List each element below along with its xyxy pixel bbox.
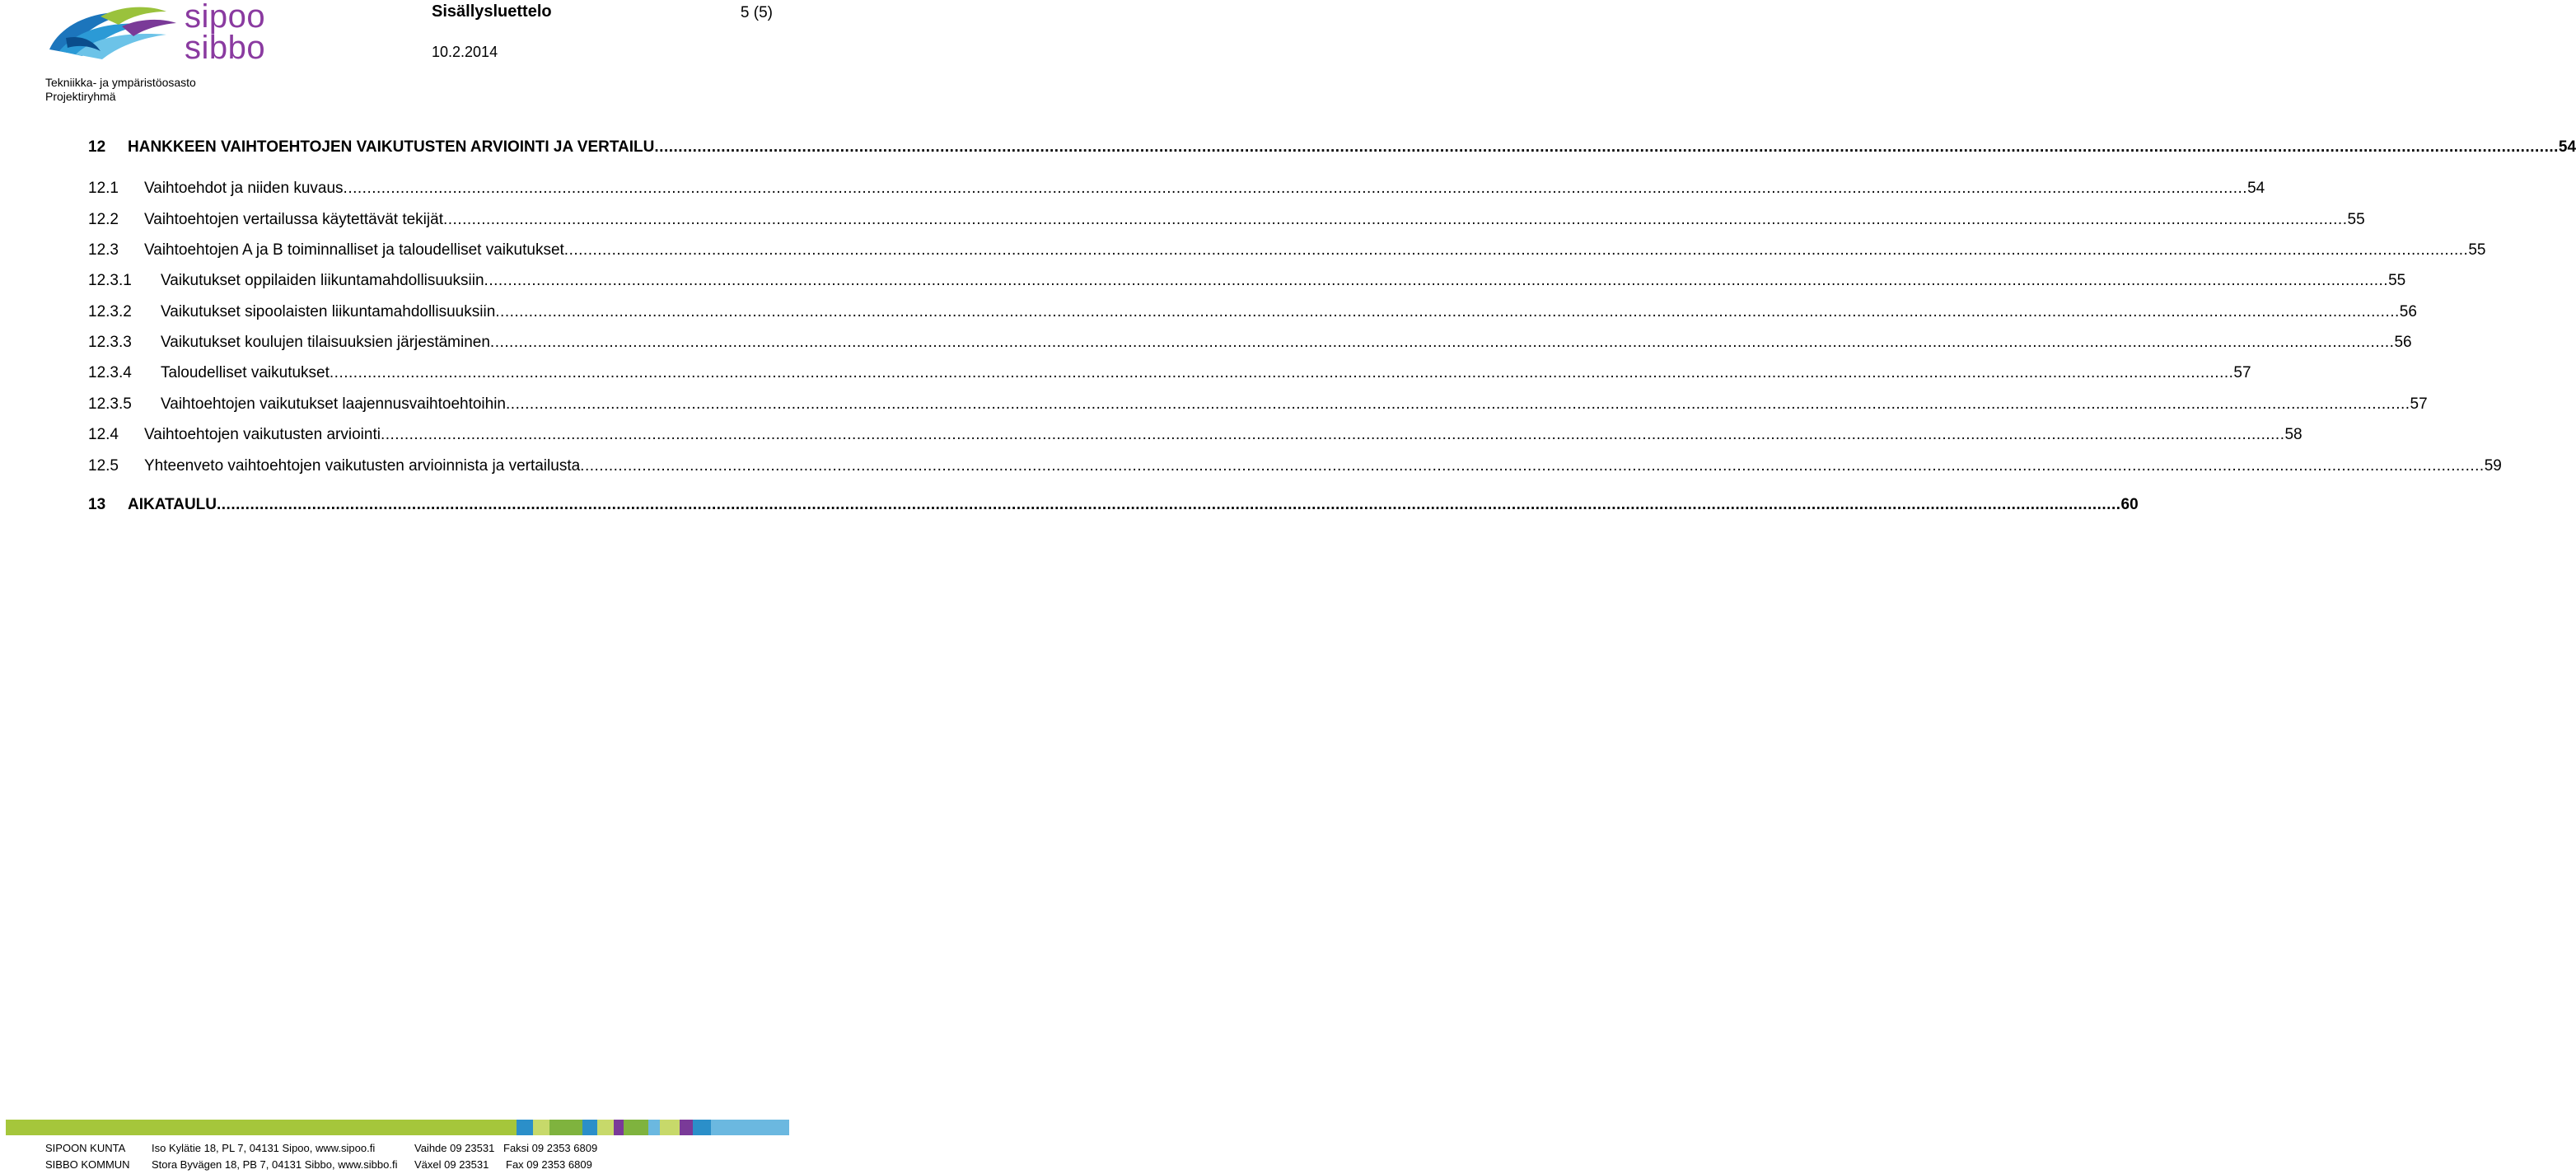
toc-entry-page: 55 xyxy=(2347,211,2365,228)
footer-address: Iso Kylätie 18, PL 7, 04131 Sipoo, www.sipoo.fi xyxy=(152,1142,376,1154)
toc-entry-title: Vaihtoehdot ja niiden kuvaus xyxy=(144,180,344,197)
stripe-segment xyxy=(517,1120,533,1135)
document-title: Sisällysluettelo xyxy=(432,2,552,21)
toc-entry-title: Vaikutukset koulujen tilaisuuksien järjestäminen xyxy=(161,334,490,351)
toc-entry[interactable] xyxy=(88,209,2365,231)
toc-entry[interactable] xyxy=(88,332,2412,353)
toc-entry[interactable] xyxy=(88,137,2576,158)
stripe-segment xyxy=(680,1120,693,1135)
toc-entry-page: 55 xyxy=(2388,272,2406,289)
toc-entry[interactable] xyxy=(88,424,2303,446)
toc-entry-number: 12.1 xyxy=(88,180,119,197)
footer-org: SIPOON KUNTA xyxy=(45,1142,126,1154)
toc-leader-dots: ................................................................................................................................................................................................................................................................................................................................................................................................................ xyxy=(506,395,2410,413)
toc-entry-number: 13 xyxy=(88,496,106,513)
toc-leader-dots: ................................................................................................................................................................................................................................................................................................................................................................................................................ xyxy=(495,303,2400,320)
toc-entry-number: 12 xyxy=(88,138,106,156)
footer-color-stripe xyxy=(6,1120,789,1135)
stripe-segment xyxy=(582,1120,597,1135)
toc-entry-title: Vaikutukset sipoolaisten liikuntamahdollisuuksiin xyxy=(161,303,496,320)
toc-entry[interactable] xyxy=(88,494,2139,516)
toc-entry-title: HANKKEEN VAIHTOEHTOJEN VAIKUTUSTEN ARVIOINTI JA VERTAILU xyxy=(128,138,655,156)
logo-word-sibbo: sibbo xyxy=(185,30,266,66)
footer-row-swedish xyxy=(0,1158,791,1173)
toc-entry-page: 59 xyxy=(2484,457,2502,475)
toc-entry[interactable] xyxy=(88,302,2417,323)
page-number: 5 (5) xyxy=(740,4,773,21)
department-name: Tekniikka- ja ympäristöosasto xyxy=(45,76,196,89)
toc-entry-page: 60 xyxy=(2120,496,2139,513)
logo-word-sipoo: sipoo xyxy=(185,0,266,35)
stripe-segment xyxy=(648,1120,660,1135)
toc-leader-dots: ................................................................................................................................................................................................................................................................................................................................................................................................................ xyxy=(380,426,2285,443)
toc-entry-number: 12.3.1 xyxy=(88,272,132,289)
toc-leader-dots: ................................................................................................................................................................................................................................................................................................................................................................................................................ xyxy=(654,138,2559,156)
stripe-segment xyxy=(624,1120,648,1135)
stripe-segment xyxy=(549,1120,582,1135)
toc-entry-number: 12.3 xyxy=(88,241,119,259)
toc-entry-title: Taloudelliset vaikutukset xyxy=(161,364,330,381)
footer-phone: Växel 09 23531 xyxy=(414,1158,489,1171)
toc-entry-page: 54 xyxy=(2558,138,2576,156)
stripe-segment xyxy=(693,1120,711,1135)
stripe-segment xyxy=(660,1120,680,1135)
toc-entry-title: Yhteenveto vaihtoehtojen vaikutusten arvioinnista ja vertailusta xyxy=(144,457,581,475)
toc-leader-dots: ................................................................................................................................................................................................................................................................................................................................................................................................................ xyxy=(484,272,2389,289)
toc-entry-title: Vaikutukset oppilaiden liikuntamahdollisuuksiin xyxy=(161,272,484,289)
stripe-segment xyxy=(6,1120,517,1135)
toc-entry-number: 12.5 xyxy=(88,457,119,475)
toc-entry-number: 12.4 xyxy=(88,426,119,443)
toc-leader-dots: ................................................................................................................................................................................................................................................................................................................................................................................................................ xyxy=(580,457,2485,475)
toc-entry[interactable] xyxy=(88,270,2406,292)
toc-entry[interactable] xyxy=(88,394,2428,415)
toc-entry-title: Vaihtoehtojen vertailussa käytettävät tekijät xyxy=(144,211,443,228)
toc-leader-dots: ................................................................................................................................................................................................................................................................................................................................................................................................................ xyxy=(329,364,2234,381)
toc-entry-title: Vaihtoehtojen vaikutukset laajennusvaihtoehtoihin xyxy=(161,395,507,413)
stripe-segment xyxy=(597,1120,614,1135)
footer-address: Stora Byvägen 18, PB 7, 04131 Sibbo, www.sibbo.fi xyxy=(152,1158,398,1171)
toc-entry-number: 12.3.3 xyxy=(88,334,132,351)
toc-entry[interactable] xyxy=(88,240,2486,261)
toc-entry-number: 12.3.2 xyxy=(88,303,132,320)
toc-entry-page: 57 xyxy=(2410,395,2428,413)
toc-entry-number: 12.3.5 xyxy=(88,395,132,413)
stripe-segment xyxy=(533,1120,549,1135)
toc-entry-number: 12.3.4 xyxy=(88,364,132,381)
stripe-segment xyxy=(614,1120,624,1135)
group-name: Projektiryhmä xyxy=(45,90,116,103)
toc-entry-page: 56 xyxy=(2394,334,2412,351)
toc-entry-title: Vaihtoehtojen vaikutusten arviointi xyxy=(144,426,381,443)
toc-leader-dots: ................................................................................................................................................................................................................................................................................................................................................................................................................ xyxy=(343,180,2248,197)
toc-entry-title: Vaihtoehtojen A ja B toiminnalliset ja taloudelliset vaikutukset xyxy=(144,241,564,259)
department-block xyxy=(45,76,196,104)
toc-entry-title: AIKATAULU xyxy=(128,496,217,513)
footer-fax: Faksi 09 2353 6809 xyxy=(503,1142,598,1154)
footer-phone: Vaihde 09 23531 xyxy=(414,1142,495,1154)
toc-entry-page: 57 xyxy=(2233,364,2251,381)
document-date: 10.2.2014 xyxy=(432,44,498,60)
toc-entry[interactable] xyxy=(88,456,2502,477)
toc-entry[interactable] xyxy=(88,362,2251,384)
toc-entry-page: 58 xyxy=(2284,426,2303,443)
wave-logo-icon xyxy=(43,2,183,64)
toc-entry[interactable] xyxy=(88,178,2265,199)
footer-row-finnish xyxy=(0,1142,791,1157)
footer-fax: Fax 09 2353 6809 xyxy=(506,1158,592,1171)
sipoo-sibbo-logo xyxy=(43,2,282,64)
stripe-segment xyxy=(711,1120,789,1135)
toc-entry-page: 55 xyxy=(2468,241,2486,259)
toc-leader-dots: ................................................................................................................................................................................................................................................................................................................................................................................................................ xyxy=(217,496,2121,513)
footer-org: SIBBO KOMMUN xyxy=(45,1158,130,1171)
toc-leader-dots: ................................................................................................................................................................................................................................................................................................................................................................................................................ xyxy=(563,241,2469,259)
toc-entry-page: 56 xyxy=(2399,303,2417,320)
toc-entry-number: 12.2 xyxy=(88,211,119,228)
toc-leader-dots: ................................................................................................................................................................................................................................................................................................................................................................................................................ xyxy=(442,211,2348,228)
toc-leader-dots: ................................................................................................................................................................................................................................................................................................................................................................................................................ xyxy=(489,334,2395,351)
toc-entry-page: 54 xyxy=(2247,180,2265,197)
